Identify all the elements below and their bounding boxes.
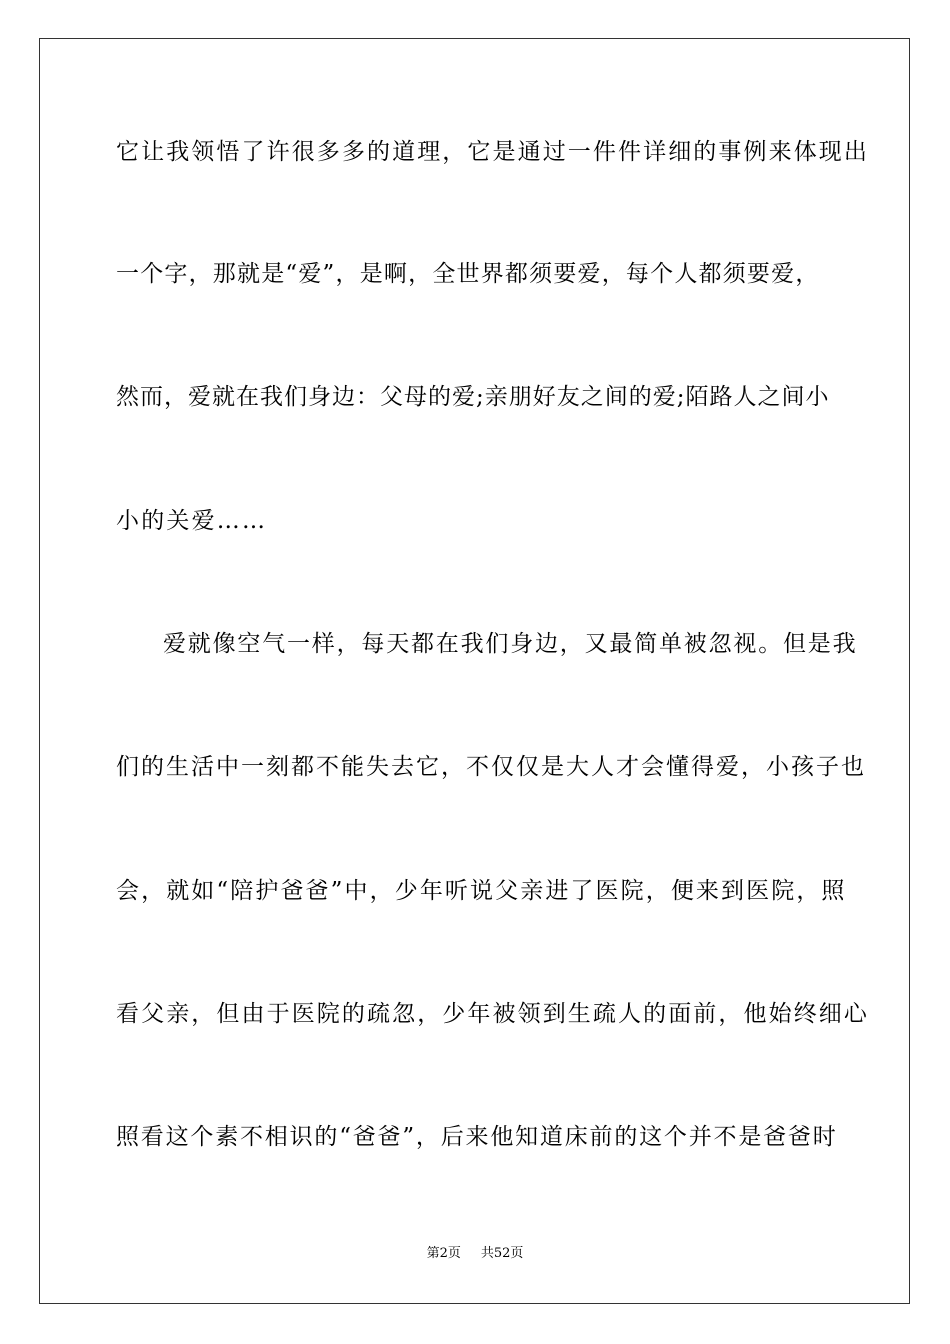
page-frame [39, 38, 910, 1304]
page-footer [0, 1245, 950, 1263]
text-line: 小的关爱…… [116, 508, 268, 534]
text-line: 它让我领悟了许很多多的道理，它是通过一件件详细的事例来体现出 [116, 139, 869, 165]
text-line: 一个字，那就是“爱”，是啊，全世界都须要爱，每个人都须要爱， [116, 261, 820, 287]
page-total: 共52页 [480, 1246, 524, 1261]
text-line: 照看这个素不相识的“爸爸”，后来他知道床前的这个并不是爸爸时 [116, 1124, 838, 1150]
text-line: 会，就如“陪护爸爸”中，少年听说父亲进了医院，便来到医院，照 [116, 878, 847, 904]
text-line: 爱就像空气一样，每天都在我们身边，又最简单被忽视。但是我 [163, 631, 858, 657]
page-number: 第2页 [426, 1246, 461, 1261]
text-line: 然而，爱就在我们身边：父母的爱;亲朋好友之间的爱;陌路人之间小 [116, 384, 830, 410]
text-line: 们的生活中一刻都不能失去它，不仅仅是大人才会懂得爱，小孩子也 [116, 754, 866, 780]
text-line: 看父亲，但由于医院的疏忽，少年被领到生疏人的面前，他始终细心 [116, 1001, 869, 1027]
